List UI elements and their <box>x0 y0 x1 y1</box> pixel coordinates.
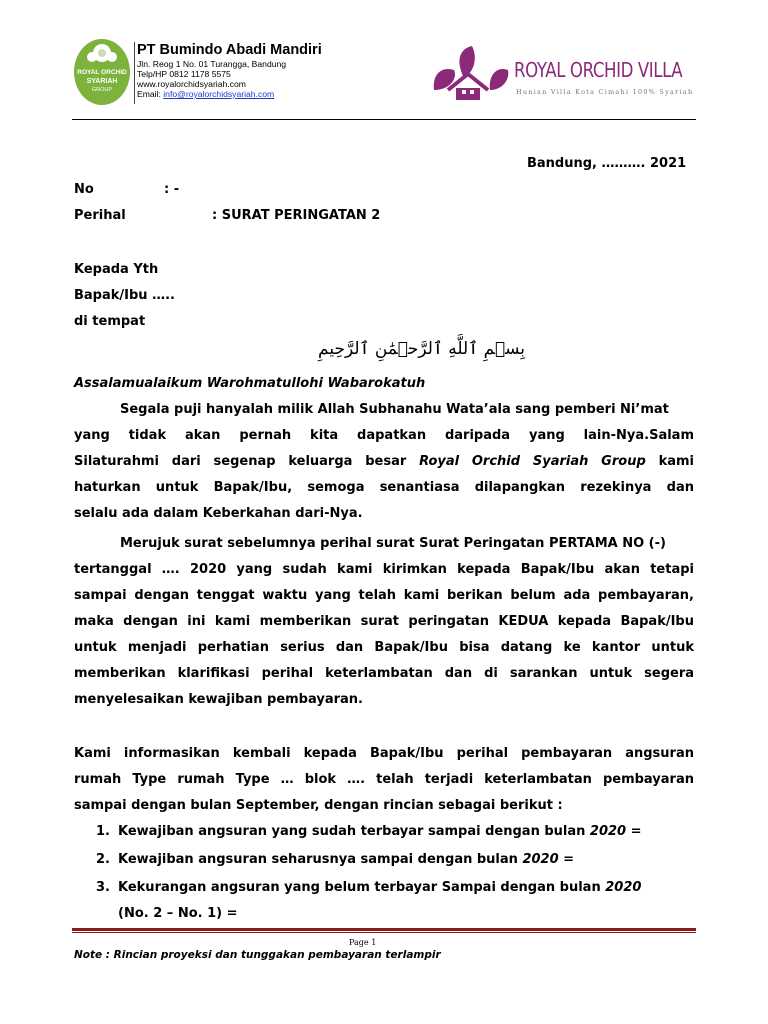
p2-line: memberikan klarifikasi perihal keterlambatan dan di sarankan untuk segera <box>74 666 694 681</box>
list-item <box>96 824 642 840</box>
perihal-value: : SURAT PERINGATAN 2 <box>212 208 381 223</box>
company-name: PT Bumindo Abadi Mandiri <box>137 42 322 58</box>
list-item <box>96 880 641 896</box>
p1-line: haturkan untuk Bapak/Ibu, semoga senantiasa dilapangkan rezekinya dan <box>74 480 694 495</box>
p2-line: untuk menjadi perhatian serius dan Bapak/Ibu bisa datang ke kantor untuk <box>74 640 694 655</box>
p1-line <box>74 454 694 470</box>
brand-tagline: Hunian Villa Kota Cimahi 100% Syariah <box>516 88 694 96</box>
p1-text: Silaturahmi dari segenap keluarga besar <box>74 454 407 469</box>
list-item-number: 2. <box>96 852 110 867</box>
royal-orchid-villa-logo <box>428 44 512 106</box>
p2-line: sampai dengan tenggat waktu yang telah kami berikan belum ada pembayaran, <box>74 588 694 603</box>
list-item-text: Kewajiban angsuran seharusnya sampai dengan bulan <box>118 852 518 867</box>
email-label: Email: <box>137 89 164 99</box>
list-item-text: Kewajiban angsuran yang sudah terbayar sampai dengan bulan <box>118 824 586 839</box>
p2-line: menyelesaikan kewajiban pembayaran. <box>74 692 363 707</box>
email-link[interactable]: info@royalorchidsyariah.com <box>163 89 275 99</box>
company-email-line <box>137 89 322 99</box>
letter-date: Bandung, ………. 2021 <box>527 156 687 171</box>
recipient-line-2: Bapak/Ibu ….. <box>74 288 175 303</box>
list-item-tail: 2020 <box>605 880 642 895</box>
company-address: Jln. Reog 1 No. 01 Turangga, Bandung <box>137 59 287 69</box>
p1-line: yang tidak akan pernah kita dapatkan daripada yang lain-Nya.Salam <box>74 428 694 443</box>
list-item-continuation: (No. 2 – No. 1) = <box>118 906 238 921</box>
p1-line: Segala puji hanyalah milik Allah Subhanahu Wata’ala sang pemberi Ni’mat <box>120 402 669 417</box>
p2-line: maka dengan ini kami memberikan surat peringatan KEDUA kepada Bapak/Ibu <box>74 614 694 629</box>
recipient-line-3: di tempat <box>74 314 146 329</box>
svg-text:ROYAL ORCHID: ROYAL ORCHID <box>77 69 127 76</box>
p3-line: sampai dengan bulan September, dengan rincian sebagai berikut : <box>74 798 563 813</box>
p1-text: kami <box>658 454 694 469</box>
list-item <box>96 852 574 868</box>
footer-rule <box>72 928 696 931</box>
p3-line: rumah Type rumah Type … blok …. telah terjadi keterlambatan pembayaran <box>74 772 694 787</box>
p1-line: selalu ada dalam Keberkahan dari-Nya. <box>74 506 363 521</box>
brand-name: ROYAL ORCHID VILLA <box>514 58 683 82</box>
no-label: No <box>74 182 94 197</box>
list-item-number: 3. <box>96 880 110 895</box>
footer-note: Note : Rincian proyeksi dan tunggakan pembayaran terlampir <box>74 949 441 961</box>
royal-orchid-syariah-group-logo <box>72 38 132 108</box>
svg-text:SYARIAH: SYARIAH <box>86 78 118 85</box>
letterhead-rule <box>72 119 696 120</box>
company-website: www.royalorchidsyariah.com <box>137 79 246 89</box>
perihal-label: Perihal <box>74 208 126 223</box>
p3-line: Kami informasikan kembali kepada Bapak/Ibu perihal pembayaran angsuran <box>74 746 694 761</box>
list-item-text: Kekurangan angsuran yang belum terbayar Sampai dengan bulan <box>118 880 601 895</box>
recipient-line-1: Kepada Yth <box>74 262 159 277</box>
group-name: Royal Orchid Syariah Group <box>419 454 646 469</box>
no-value: : - <box>164 182 180 197</box>
svg-text:GROUP: GROUP <box>91 87 113 93</box>
company-block <box>137 41 322 99</box>
list-item-tail: 2020 = <box>522 852 575 867</box>
basmalah: بِسۡمِ ٱللَّهِ ٱلرَّحۡمَٰنِ ٱلرَّحِيمِ <box>318 339 525 359</box>
letterhead-divider <box>134 42 135 104</box>
greeting: Assalamualaikum Warohmatullohi Wabarokatuh <box>74 376 426 391</box>
list-item-tail: 2020 = <box>589 824 642 839</box>
p2-line: tertanggal …. 2020 yang sudah kami kirimkan kepada Bapak/Ibu akan tetapi <box>74 562 694 577</box>
company-phone: Telp/HP 0812 1178 5575 <box>137 69 231 79</box>
footer-rule-thin <box>72 932 696 933</box>
list-item-number: 1. <box>96 824 110 839</box>
p2-line: Merujuk surat sebelumnya perihal surat Surat Peringatan PERTAMA NO (-) <box>120 536 666 551</box>
page-number: Page 1 <box>349 938 377 947</box>
